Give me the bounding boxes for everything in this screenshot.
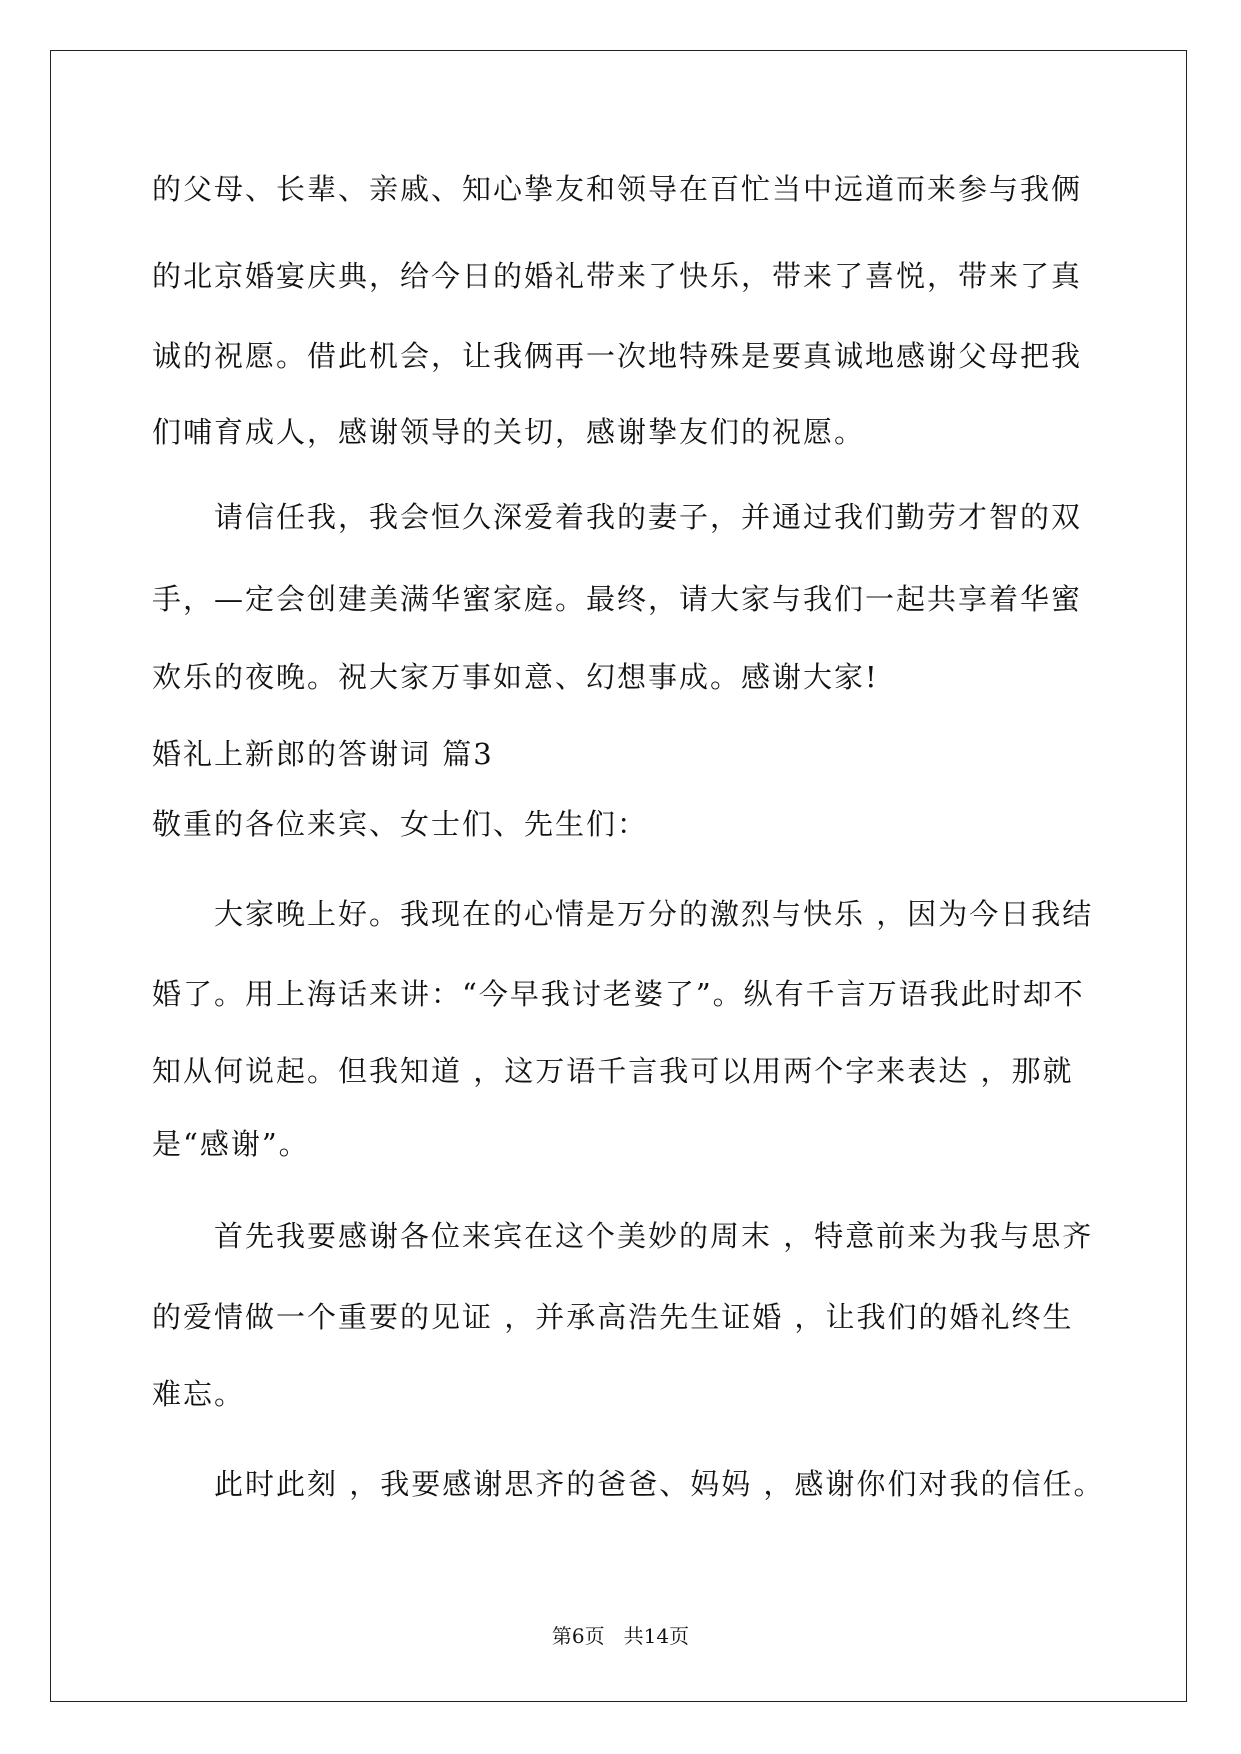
text-line: 大家晚上好。我现在的心情是万分的激烈与快乐 ，因为今日我结	[214, 897, 1094, 931]
text-line: 的爱情做一个重要的见证 ，并承高浩先生证婚 ，让我们的婚礼终生	[152, 1300, 1074, 1334]
text-line: 欢乐的夜晚。祝大家万事如意、幻想事成。感谢大家!	[152, 660, 879, 694]
text-line: 婚了。用上海话来讲：“今早我讨老婆了”。纵有千言万语我此时却不	[152, 977, 1085, 1011]
text-line: 的父母、长辈、亲戚、知心挚友和领导在百忙当中远道而来参与我俩	[152, 172, 1083, 206]
section-heading: 婚礼上新郎的答谢词 篇3	[152, 737, 494, 771]
text-line: 此时此刻 ，我要感谢思齐的爸爸、妈妈 ，感谢你们对我的信任。	[214, 1467, 1105, 1501]
text-line: 首先我要感谢各位来宾在这个美妙的周末 ，特意前来为我与思齐	[214, 1219, 1094, 1253]
text-line: 的北京婚宴庆典，给今日的婚礼带来了快乐，带来了喜悦，带来了真	[152, 259, 1083, 293]
salutation: 敬重的各位来宾、女士们、先生们：	[152, 807, 649, 841]
text-line: 难忘。	[152, 1377, 246, 1411]
text-line: 知从何说起。但我知道 ，这万语千言我可以用两个字来表达 ，那就	[152, 1054, 1074, 1088]
text-line: 手，—定会创建美满华蜜家庭。最终，请大家与我们一起共享着华蜜	[152, 582, 1083, 616]
text-line: 请信任我，我会恒久深爱着我的妻子，并通过我们勤劳才智的双	[214, 500, 1083, 534]
page-border	[50, 50, 1187, 1702]
text-line: 们哺育成人，感谢领导的关切，感谢挚友们的祝愿。	[152, 415, 866, 449]
page-number-footer: 第6页 共14页	[551, 1624, 690, 1648]
text-line: 是“感谢”。	[152, 1127, 310, 1161]
text-line: 诚的祝愿。借此机会，让我俩再一次地特殊是要真诚地感谢父母把我	[152, 339, 1083, 373]
